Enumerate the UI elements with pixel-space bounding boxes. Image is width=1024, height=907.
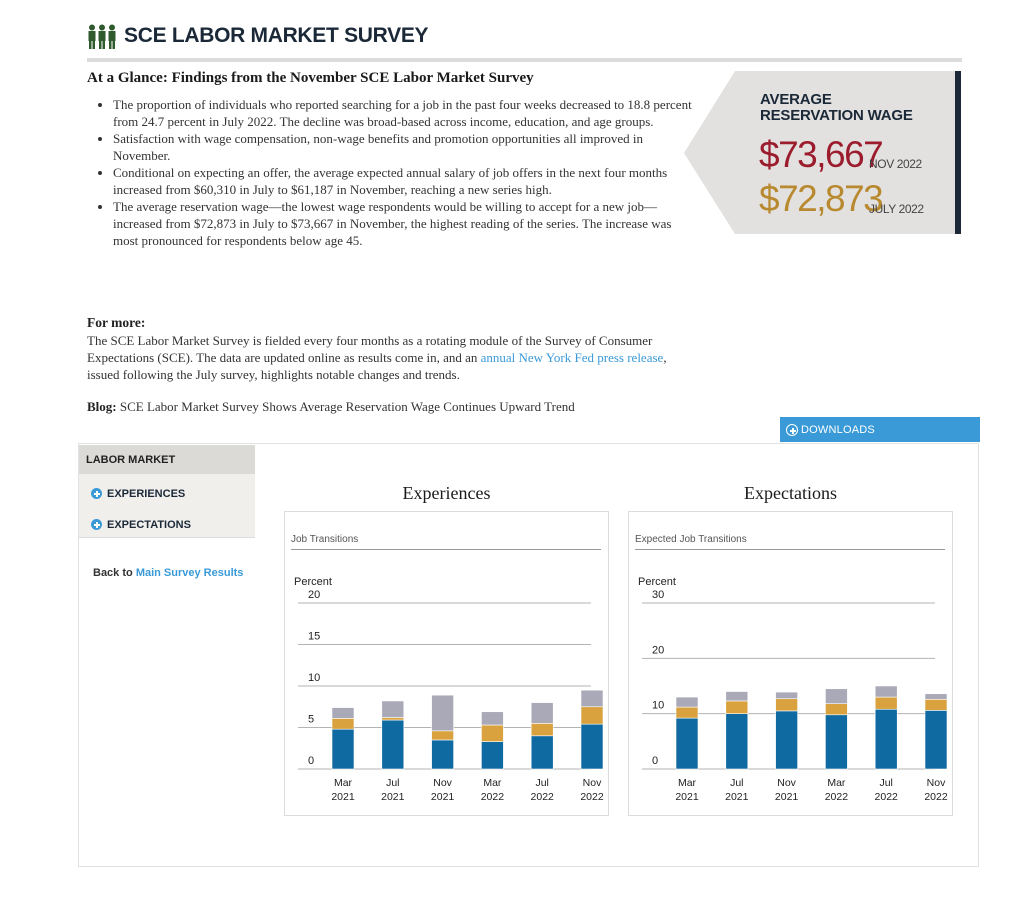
sidebar-item-expectations[interactable]: EXPECTATIONS	[79, 508, 255, 536]
plus-circle-icon	[91, 488, 102, 499]
chart-subtitle: Expected Job Transitions	[635, 534, 747, 545]
bar-segment	[676, 718, 698, 769]
y-axis-label: Percent	[294, 576, 332, 588]
bar-segment	[382, 701, 404, 718]
blog-link[interactable]: SCE Labor Market Survey Shows Average Reservation Wage Continues Upward Trend	[119, 399, 575, 414]
x-tick-label: 2021	[725, 791, 749, 803]
y-tick-label: 0	[308, 755, 315, 767]
job-transitions-chart	[285, 512, 608, 815]
wage-heading: AVERAGE RESERVATION WAGE	[760, 91, 913, 124]
finding-item: • The proportion of individuals who reported searching for a job in the past four weeks decreased to 18.8 percent from 24.7 percent in July 2022. The decline was broad-based across income, education, and age groups.	[113, 96, 693, 130]
bar-segment	[432, 695, 454, 731]
people-group-icon	[87, 24, 117, 50]
y-axis-label: Percent	[638, 576, 676, 588]
expected-job-transitions-chart	[629, 512, 952, 815]
x-tick-label: 2021	[774, 791, 799, 803]
bar-segment	[776, 711, 798, 769]
x-tick-label: 2022	[874, 791, 898, 803]
bar-segment	[382, 720, 404, 769]
x-tick-label: 2022	[530, 791, 554, 803]
plus-circle-icon	[91, 519, 102, 530]
y-tick-label: 20	[652, 644, 665, 657]
bar-segment	[925, 710, 947, 769]
x-tick-label: 2021	[430, 791, 455, 803]
downloads-label: DOWNLOADS	[801, 424, 875, 436]
x-tick-label: Jul	[386, 777, 400, 789]
bar-segment	[332, 718, 354, 729]
x-tick-label: Nov	[926, 777, 946, 789]
main-survey-results-link[interactable]: Main Survey Results	[135, 567, 244, 579]
y-tick-label: 30	[652, 589, 665, 601]
bar-segment	[875, 709, 897, 769]
bar-segment	[332, 729, 354, 769]
y-tick-label: 5	[308, 713, 315, 726]
bar-segment	[776, 692, 798, 699]
sidebar-item-experiences[interactable]: EXPERIENCES	[79, 477, 255, 505]
sidebar-heading: LABOR MARKET	[79, 445, 255, 474]
wage-panel-accent	[955, 71, 961, 234]
chart-subtitle: Job Transitions	[291, 534, 359, 545]
x-tick-label: 2022	[924, 791, 948, 803]
bar-segment	[382, 718, 404, 720]
bar-segment	[726, 701, 748, 714]
bar-segment	[776, 699, 798, 711]
previous-wage-label: JULY 2022	[869, 202, 924, 216]
sidebar-menu	[79, 474, 255, 538]
bar-segment	[676, 707, 698, 718]
glance-title: At a Glance: Findings from the November SCE Labor Market Survey	[87, 70, 534, 86]
x-tick-label: 2022	[824, 791, 849, 803]
bar-segment	[531, 723, 553, 735]
x-tick-label: 2022	[480, 791, 505, 803]
bar-segment	[925, 699, 947, 710]
x-tick-label: 2022	[580, 791, 604, 803]
bar-segment	[875, 697, 897, 709]
plus-circle-icon	[786, 424, 798, 436]
finding-item: • Satisfaction with wage compensation, non-wage benefits and promotion opportunities all improved in November.	[113, 130, 693, 164]
x-tick-label: Mar	[483, 777, 502, 789]
bar-segment	[676, 697, 698, 707]
bar-segment	[481, 742, 503, 769]
for-more-text: The SCE Labor Market Survey is fielded every four months as a rotating module of the Survey of Consumer Expectations (SCE). The data are updated online as results come in, and an annual New York Fed press release, issued following the July survey, highlights notable changes and trends.	[87, 333, 667, 382]
x-tick-label: Jul	[879, 777, 893, 789]
back-link-line: Back to Main Survey Results	[93, 567, 244, 579]
x-tick-label: Mar	[827, 777, 846, 789]
bar-segment	[825, 689, 847, 704]
bar-segment	[825, 715, 847, 769]
header-divider	[87, 58, 962, 62]
bar-segment	[825, 704, 847, 715]
bar-segment	[432, 731, 454, 740]
current-wage-value: $73,667	[759, 134, 883, 175]
bar-segment	[925, 694, 947, 700]
press-release-link[interactable]: annual New York Fed press release	[480, 350, 664, 365]
x-tick-label: Mar	[677, 777, 697, 789]
bar-segment	[531, 703, 553, 724]
bar-segment	[726, 692, 748, 701]
bar-segment	[581, 724, 603, 769]
bar-segment	[332, 708, 354, 719]
x-tick-label: Nov	[582, 777, 602, 789]
blog-label: Blog:	[87, 399, 117, 414]
bar-segment	[581, 707, 603, 724]
findings-list	[87, 96, 693, 249]
x-tick-label: Jul	[535, 777, 549, 789]
current-wage-label: NOV 2022	[869, 157, 922, 171]
x-tick-label: Nov	[433, 777, 452, 789]
y-tick-label: 15	[308, 630, 321, 643]
experiences-title: Experiences	[402, 483, 491, 503]
y-tick-label: 0	[652, 755, 659, 767]
y-tick-label: 10	[652, 699, 665, 712]
x-tick-label: 2021	[331, 791, 355, 803]
y-tick-label: 20	[308, 589, 321, 601]
previous-wage-value: $72,873	[759, 178, 883, 219]
bar-segment	[875, 686, 897, 697]
x-tick-label: 2021	[381, 791, 405, 803]
x-tick-label: Jul	[730, 777, 744, 789]
bar-segment	[726, 714, 748, 769]
x-tick-label: Nov	[777, 777, 796, 789]
bar-segment	[481, 725, 503, 742]
y-tick-label: 10	[308, 672, 321, 684]
finding-item: • The average reservation wage—the lowest wage respondents would be willing to accept for a new job—increased from $72,873 in July to $73,667 in November, the highest reading of the series. The increase was most pronounced for respondents below age 45.	[113, 198, 693, 249]
finding-item: • Conditional on expecting an offer, the average expected annual salary of job offers in the next four months increased from $60,310 in July to $61,187 in November, reaching a new series high.	[113, 164, 693, 198]
expectations-title: Expectations	[744, 483, 837, 503]
expected-job-transitions-card	[628, 511, 953, 816]
site-title: SCE LABOR MARKET SURVEY	[124, 24, 429, 47]
bar-segment	[432, 740, 454, 769]
bar-segment	[581, 690, 603, 707]
x-tick-label: 2021	[675, 791, 699, 803]
bar-segment	[531, 736, 553, 769]
x-tick-label: Mar	[333, 777, 353, 789]
downloads-button[interactable]	[780, 417, 980, 442]
for-more-title: For more:	[87, 315, 146, 330]
job-transitions-card	[284, 511, 609, 816]
blog-line	[87, 399, 575, 415]
bar-segment	[481, 712, 503, 725]
